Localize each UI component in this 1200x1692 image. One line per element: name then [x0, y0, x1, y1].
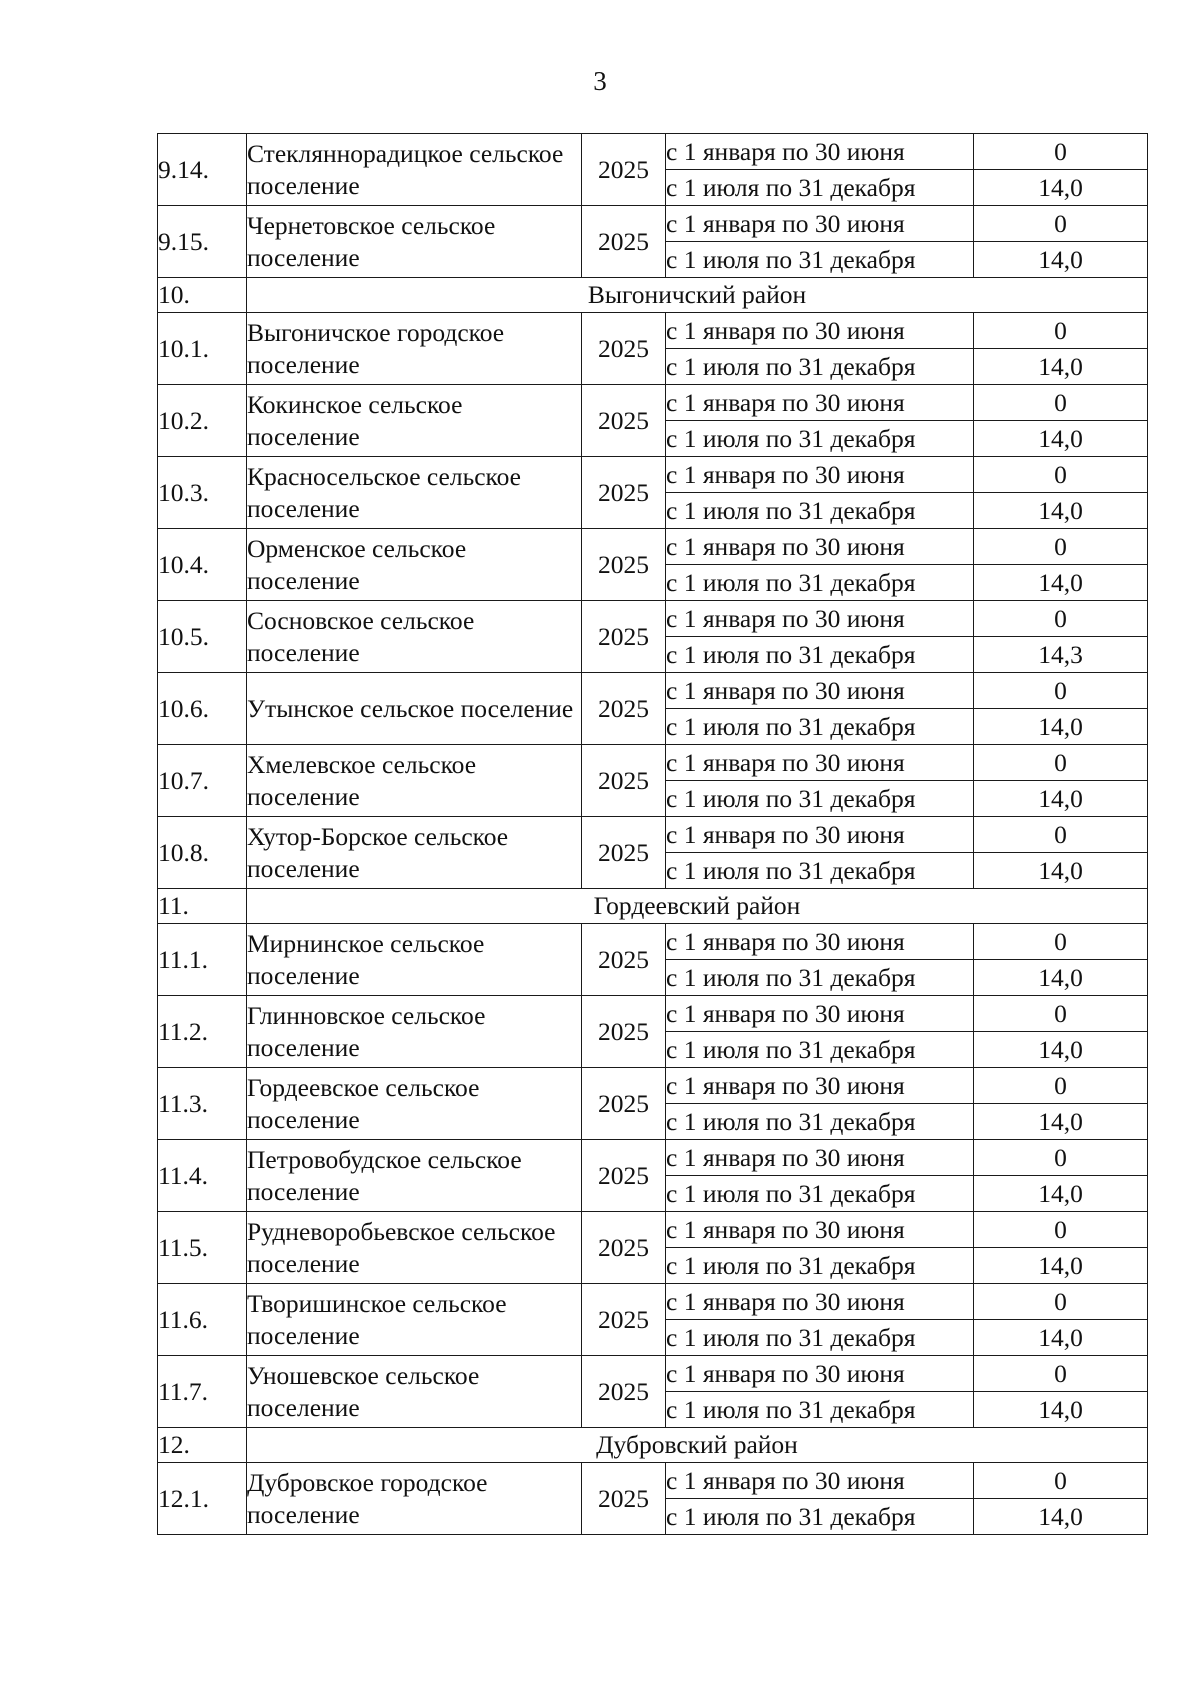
period-label: с 1 июля по 31 декабря [666, 1176, 974, 1212]
row-number: 12. [158, 1428, 247, 1463]
year-cell: 2025 [582, 1463, 666, 1535]
rate-value: 0 [974, 601, 1148, 637]
settlement-name: Чернетовское сельское поселение [247, 206, 582, 278]
row-number: 10.6. [158, 673, 247, 745]
settlement-name: Выгоничское городское поселение [247, 313, 582, 385]
period-label: с 1 июля по 31 декабря [666, 960, 974, 996]
district-header-row [158, 1428, 1148, 1463]
period-label: с 1 июля по 31 декабря [666, 242, 974, 278]
settlement-row [158, 206, 1148, 242]
period-label: с 1 июля по 31 декабря [666, 1392, 974, 1428]
period-label: с 1 января по 30 июня [666, 601, 974, 637]
settlement-row [158, 996, 1148, 1032]
settlement-name: Мирнинское сельское поселение [247, 924, 582, 996]
rate-value: 0 [974, 134, 1148, 170]
settlement-name: Красносельское сельское поселение [247, 457, 582, 529]
year-cell: 2025 [582, 996, 666, 1068]
year-cell: 2025 [582, 1068, 666, 1140]
period-label: с 1 июля по 31 декабря [666, 170, 974, 206]
row-number: 11.7. [158, 1356, 247, 1428]
settlement-row [158, 673, 1148, 709]
rate-value: 14,0 [974, 1104, 1148, 1140]
rate-value: 0 [974, 1463, 1148, 1499]
period-label: с 1 января по 30 июня [666, 924, 974, 960]
settlement-row [158, 385, 1148, 421]
rate-value: 14,0 [974, 781, 1148, 817]
rate-value: 14,3 [974, 637, 1148, 673]
period-label: с 1 июля по 31 декабря [666, 709, 974, 745]
period-label: с 1 января по 30 июня [666, 817, 974, 853]
year-cell: 2025 [582, 529, 666, 601]
rate-value: 0 [974, 457, 1148, 493]
district-header-row [158, 889, 1148, 924]
rate-value: 0 [974, 673, 1148, 709]
period-label: с 1 января по 30 июня [666, 385, 974, 421]
year-cell: 2025 [582, 457, 666, 529]
settlement-name: Утынское сельское поселение [247, 673, 582, 745]
row-number: 11. [158, 889, 247, 924]
rate-value: 0 [974, 1356, 1148, 1392]
settlement-name: Глинновское сельское поселение [247, 996, 582, 1068]
period-label: с 1 января по 30 июня [666, 457, 974, 493]
settlement-name: Творишинское сельское поселение [247, 1284, 582, 1356]
period-label: с 1 июля по 31 декабря [666, 781, 974, 817]
settlement-row [158, 1068, 1148, 1104]
rate-value: 14,0 [974, 170, 1148, 206]
rate-value: 0 [974, 924, 1148, 960]
period-label: с 1 июля по 31 декабря [666, 1104, 974, 1140]
year-cell: 2025 [582, 385, 666, 457]
settlement-row [158, 313, 1148, 349]
rate-value: 0 [974, 1140, 1148, 1176]
settlement-row [158, 817, 1148, 853]
period-label: с 1 июля по 31 декабря [666, 853, 974, 889]
settlement-name: Петровобудское сельское поселение [247, 1140, 582, 1212]
year-cell: 2025 [582, 1284, 666, 1356]
row-number: 10.2. [158, 385, 247, 457]
period-label: с 1 января по 30 июня [666, 206, 974, 242]
rate-value: 14,0 [974, 493, 1148, 529]
year-cell: 2025 [582, 1212, 666, 1284]
period-label: с 1 января по 30 июня [666, 134, 974, 170]
district-title: Гордеевский район [247, 889, 1148, 924]
settlement-name: Сосновское сельское поселение [247, 601, 582, 673]
rate-value: 0 [974, 996, 1148, 1032]
rate-value: 14,0 [974, 709, 1148, 745]
row-number: 10.7. [158, 745, 247, 817]
settlement-name: Хмелевское сельское поселение [247, 745, 582, 817]
settlement-name: Уношевское сельское поселение [247, 1356, 582, 1428]
row-number: 11.5. [158, 1212, 247, 1284]
year-cell: 2025 [582, 206, 666, 278]
row-number: 11.2. [158, 996, 247, 1068]
settlement-row [158, 1212, 1148, 1248]
year-cell: 2025 [582, 745, 666, 817]
row-number: 10. [158, 278, 247, 313]
rate-value: 0 [974, 1068, 1148, 1104]
rate-value: 14,0 [974, 1248, 1148, 1284]
tariff-table [157, 133, 1148, 1535]
settlement-row [158, 924, 1148, 960]
row-number: 11.4. [158, 1140, 247, 1212]
period-label: с 1 июля по 31 декабря [666, 1499, 974, 1535]
period-label: с 1 января по 30 июня [666, 673, 974, 709]
district-header-row [158, 278, 1148, 313]
settlement-name: Хутор-Борское сельское поселение [247, 817, 582, 889]
period-label: с 1 января по 30 июня [666, 529, 974, 565]
period-label: с 1 июля по 31 декабря [666, 637, 974, 673]
period-label: с 1 июля по 31 декабря [666, 349, 974, 385]
settlement-row [158, 1356, 1148, 1392]
rate-value: 0 [974, 817, 1148, 853]
settlement-name: Стекляннорадицкое сельское поселение [247, 134, 582, 206]
year-cell: 2025 [582, 1356, 666, 1428]
settlement-name: Орменское сельское поселение [247, 529, 582, 601]
period-label: с 1 января по 30 июня [666, 1212, 974, 1248]
rate-value: 0 [974, 385, 1148, 421]
rate-value: 14,0 [974, 960, 1148, 996]
period-label: с 1 июля по 31 декабря [666, 1320, 974, 1356]
year-cell: 2025 [582, 601, 666, 673]
period-label: с 1 июля по 31 декабря [666, 493, 974, 529]
row-number: 9.15. [158, 206, 247, 278]
rate-value: 14,0 [974, 349, 1148, 385]
rate-value: 14,0 [974, 853, 1148, 889]
row-number: 10.1. [158, 313, 247, 385]
rate-value: 14,0 [974, 421, 1148, 457]
year-cell: 2025 [582, 1140, 666, 1212]
period-label: с 1 января по 30 июня [666, 1463, 974, 1499]
settlement-name: Гордеевское сельское поселение [247, 1068, 582, 1140]
year-cell: 2025 [582, 817, 666, 889]
period-label: с 1 января по 30 июня [666, 1140, 974, 1176]
rate-value: 14,0 [974, 242, 1148, 278]
period-label: с 1 июля по 31 декабря [666, 421, 974, 457]
rate-value: 14,0 [974, 565, 1148, 601]
row-number: 9.14. [158, 134, 247, 206]
row-number: 10.5. [158, 601, 247, 673]
period-label: с 1 января по 30 июня [666, 745, 974, 781]
settlement-row [158, 457, 1148, 493]
rate-value: 0 [974, 313, 1148, 349]
row-number: 11.3. [158, 1068, 247, 1140]
settlement-name: Рудневоробьевское сельское поселение [247, 1212, 582, 1284]
rate-value: 0 [974, 1284, 1148, 1320]
period-label: с 1 января по 30 июня [666, 1284, 974, 1320]
year-cell: 2025 [582, 673, 666, 745]
row-number: 12.1. [158, 1463, 247, 1535]
period-label: с 1 января по 30 июня [666, 996, 974, 1032]
year-cell: 2025 [582, 134, 666, 206]
period-label: с 1 января по 30 июня [666, 1068, 974, 1104]
settlement-row [158, 1463, 1148, 1499]
settlement-row [158, 134, 1148, 170]
settlement-name: Кокинское сельское поселение [247, 385, 582, 457]
row-number: 11.1. [158, 924, 247, 996]
row-number: 10.8. [158, 817, 247, 889]
table-body [158, 134, 1148, 1535]
rate-value: 0 [974, 206, 1148, 242]
settlement-row [158, 745, 1148, 781]
district-title: Дубровский район [247, 1428, 1148, 1463]
period-label: с 1 января по 30 июня [666, 1356, 974, 1392]
period-label: с 1 июля по 31 декабря [666, 1032, 974, 1068]
row-number: 10.3. [158, 457, 247, 529]
row-number: 10.4. [158, 529, 247, 601]
settlement-row [158, 529, 1148, 565]
period-label: с 1 июля по 31 декабря [666, 565, 974, 601]
rate-value: 14,0 [974, 1499, 1148, 1535]
rate-value: 0 [974, 529, 1148, 565]
period-label: с 1 июля по 31 декабря [666, 1248, 974, 1284]
rate-value: 14,0 [974, 1032, 1148, 1068]
settlement-row [158, 601, 1148, 637]
settlement-name: Дубровское городское поселение [247, 1463, 582, 1535]
settlement-row [158, 1284, 1148, 1320]
rate-value: 14,0 [974, 1320, 1148, 1356]
page-number: 3 [593, 66, 607, 96]
period-label: с 1 января по 30 июня [666, 313, 974, 349]
year-cell: 2025 [582, 313, 666, 385]
district-title: Выгоничский район [247, 278, 1148, 313]
rate-value: 14,0 [974, 1392, 1148, 1428]
settlement-row [158, 1140, 1148, 1176]
rate-value: 0 [974, 1212, 1148, 1248]
row-number: 11.6. [158, 1284, 247, 1356]
year-cell: 2025 [582, 924, 666, 996]
rate-value: 0 [974, 745, 1148, 781]
rate-value: 14,0 [974, 1176, 1148, 1212]
